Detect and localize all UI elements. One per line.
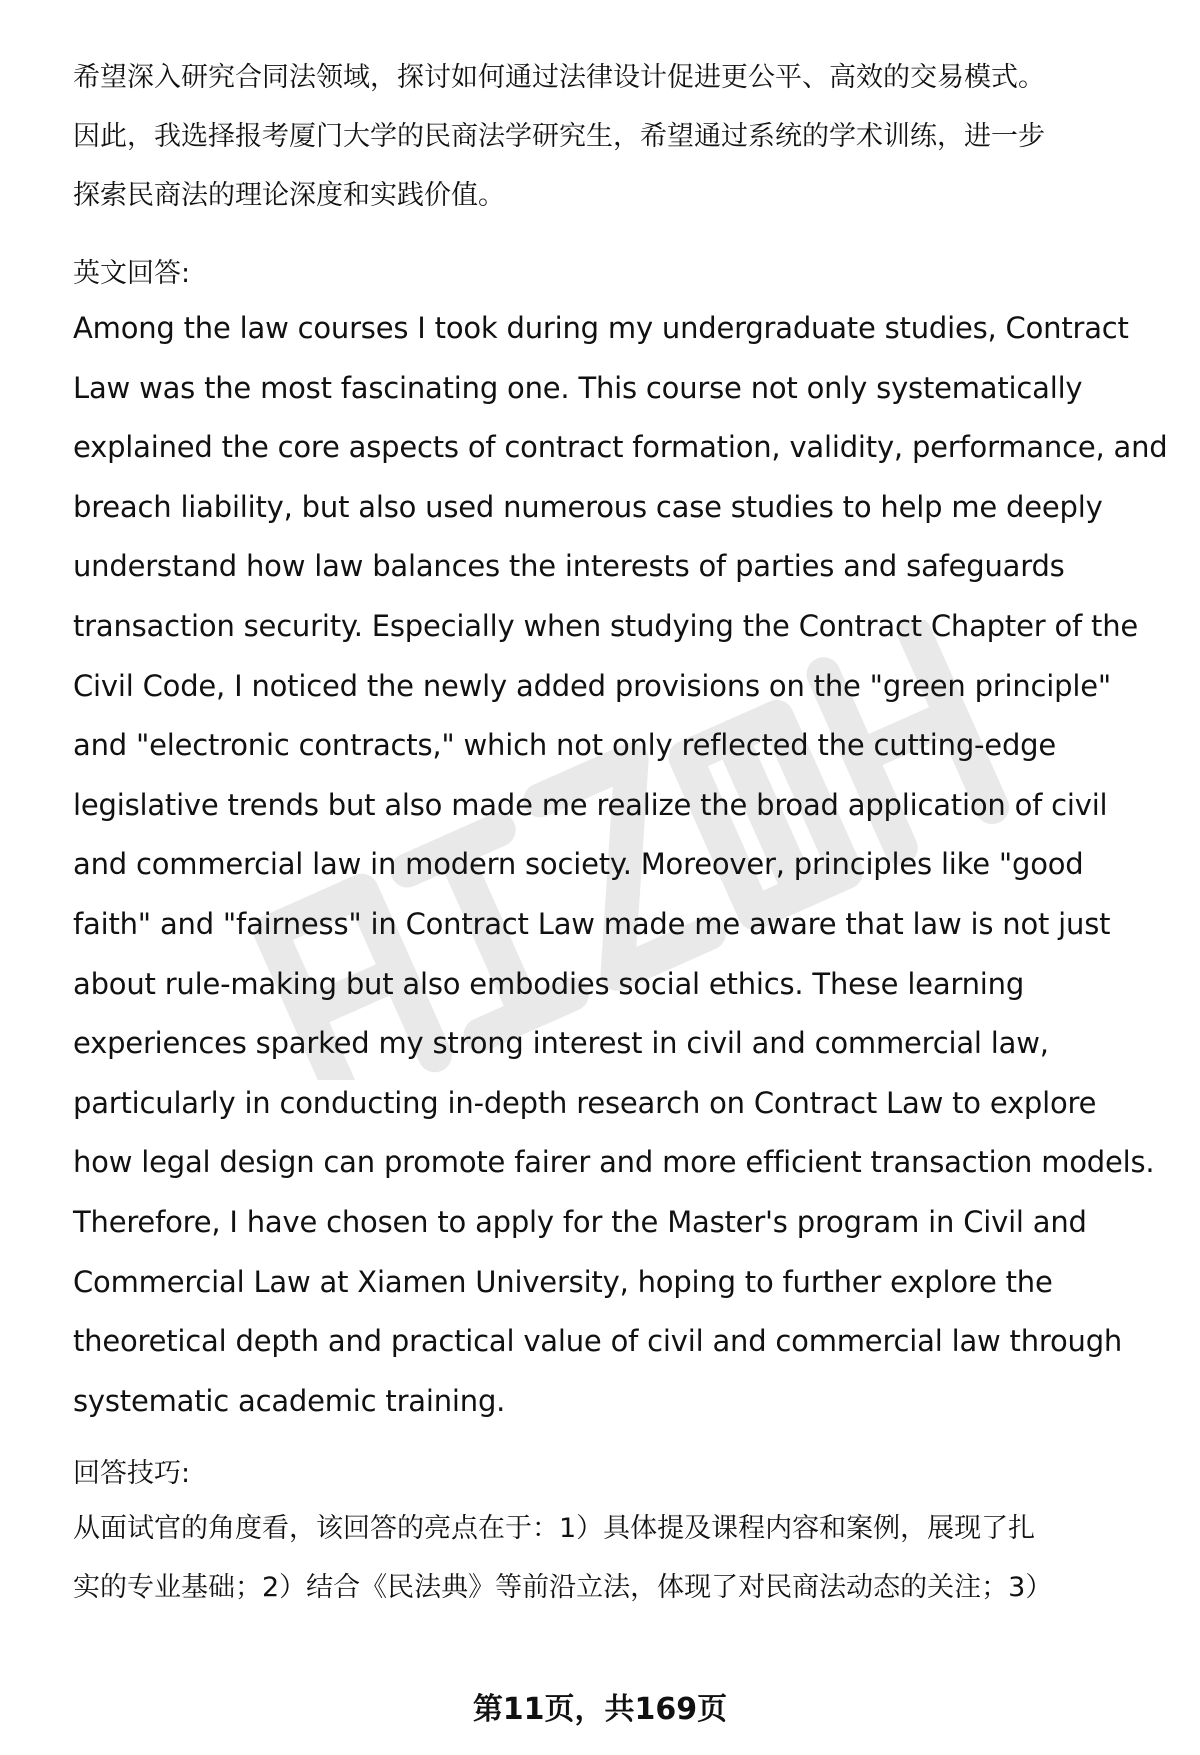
intro-cn-line: 因此，我选择报考厦门大学的民商法学研究生，希望通过系统的学术训练，进一步 <box>73 121 1045 152</box>
english-answer-line: Commercial Law at Xiamen University, hoping to further explore the <box>73 1264 1053 1299</box>
english-answer-line: Among the law courses I took during my undergraduate studies, Contract <box>73 311 1129 345</box>
english-answer-heading: 英文回答: <box>73 258 191 289</box>
tips-heading: 回答技巧: <box>73 1458 191 1490</box>
english-answer-line: and commercial law in modern society. Moreover, principles like "good <box>73 847 1084 882</box>
intro-cn-paragraph <box>73 48 1153 225</box>
english-answer-line: experiences sparked my strong interest in civil and commercial law, <box>73 1026 1049 1061</box>
page-number-footer: 第11页，共169页 <box>472 1692 728 1727</box>
english-answer-line: Law was the most fascinating one. This course not only systematically <box>73 370 1083 405</box>
english-answer-line: and "electronic contracts," which not only reflected the cutting-edge <box>73 728 1057 763</box>
english-answer-line: Civil Code, I noticed the newly added provisions on the "green principle" <box>73 668 1112 703</box>
english-answer-line: Therefore, I have chosen to apply for the Master's program in Civil and <box>73 1204 1087 1239</box>
english-answer-line: theoretical depth and practical value of civil and commercial law through <box>73 1324 1123 1359</box>
english-answer-line: how legal design can promote fairer and more efficient transaction models. <box>73 1145 1155 1180</box>
intro-cn-line: 探索民商法的理论深度和实践价值。 <box>73 180 505 211</box>
english-answer-line: particularly in conducting in-depth research on Contract Law to explore <box>73 1085 1097 1120</box>
english-answer-line: breach liability, but also used numerous case studies to help me deeply <box>73 489 1103 524</box>
english-answer-line: legislative trends but also made me realize the broad application of civil <box>73 787 1108 822</box>
english-answer-line: systematic academic training. <box>73 1383 506 1418</box>
english-answer-line: about rule-making but also embodies social ethics. These learning <box>73 966 1025 1001</box>
english-answer-line: explained the core aspects of contract formation, validity, performance, and <box>73 430 1168 465</box>
english-answer-line: understand how law balances the interests of parties and safeguards <box>73 549 1065 584</box>
tips-line: 实的专业基础；2）结合《民法典》等前沿立法，体现了对民商法动态的关注；3） <box>73 1572 1053 1604</box>
tips-paragraph <box>73 1499 1153 1617</box>
english-answer-paragraph <box>73 299 1168 1431</box>
intro-cn-line: 希望深入研究合同法领域，探讨如何通过法律设计促进更公平、高效的交易模式。 <box>73 62 1045 93</box>
document-body <box>73 48 1168 1617</box>
english-answer-line: transaction security. Especially when studying the Contract Chapter of the <box>73 608 1139 643</box>
english-answer-line: faith" and "fairness" in Contract Law made me aware that law is not just <box>73 906 1111 941</box>
tips-line: 从面试官的角度看，该回答的亮点在于：1）具体提及课程内容和案例，展现了扎 <box>73 1513 1036 1545</box>
